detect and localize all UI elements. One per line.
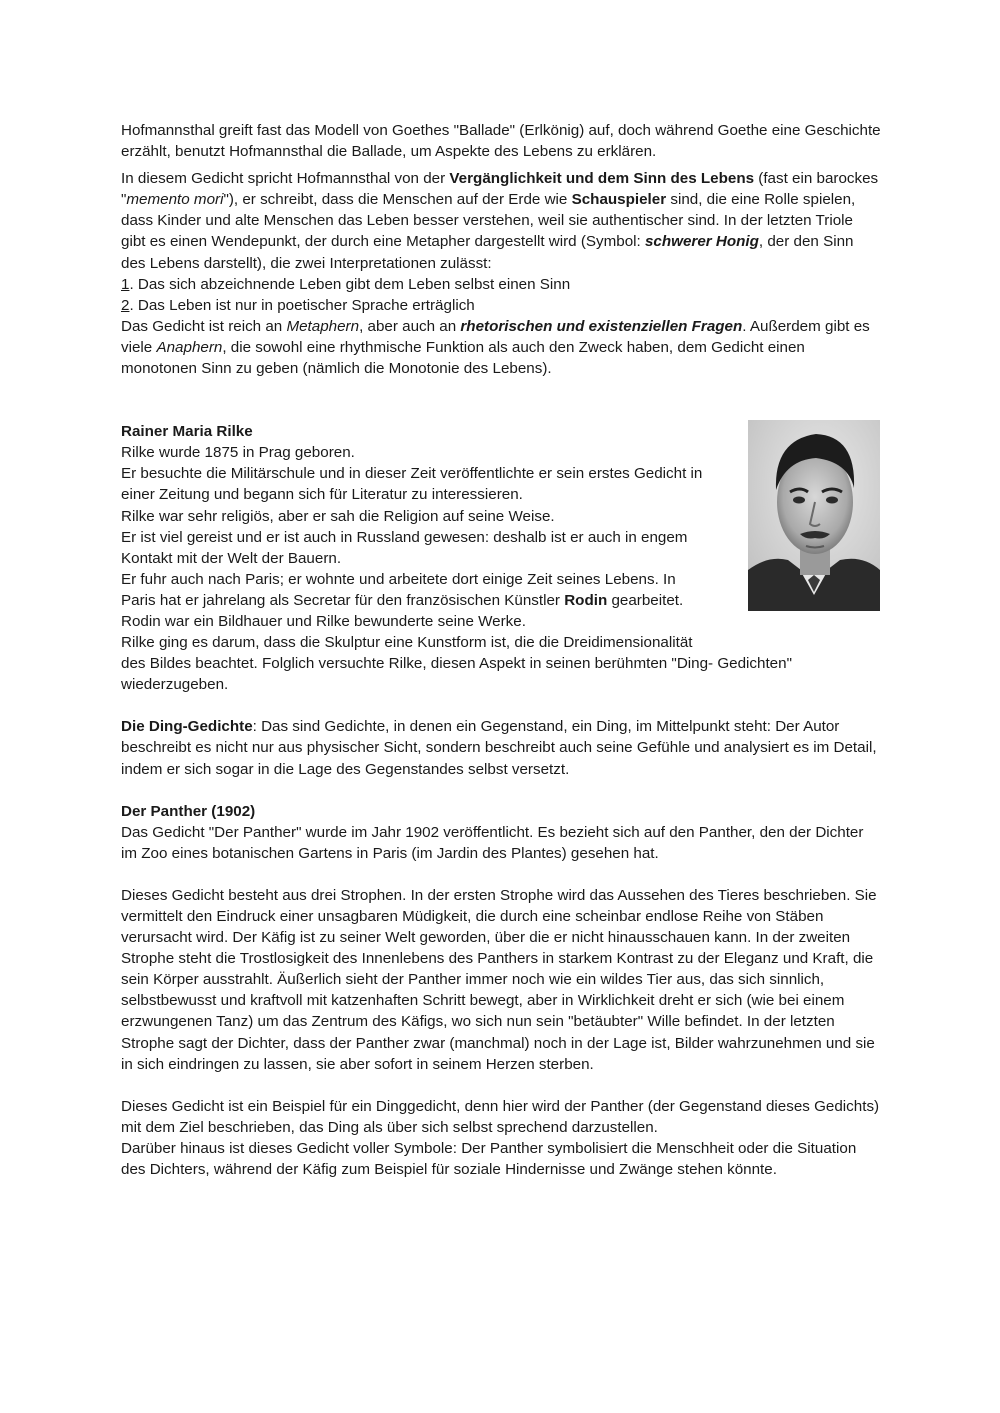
rilke-line: Rilke ging es darum, dass die Skulptur eine Kunstform ist, die die Dreidimensionalität <box>121 634 693 652</box>
ding-gedichte-paragraph: Die Ding-Gedichte: Das sind Gedichte, in denen ein Gegenstand, ein Ding, im Mittelpunkt steht: Der Autor beschreibt es nicht nur aus physischer Sicht, sondern beschreibt auch seine Gefühle und analysiert es im Detail, indem er sich sogar in die Lage des Gegenstandes selbst versetzt. <box>121 718 877 778</box>
rilke-line: Kontakt mit der Welt der Bauern. <box>121 549 342 567</box>
rilke-line: Er besuchte die Militärschule und in dieser Zeit veröffentlichte er sein erstes Gedicht in <box>121 465 703 483</box>
ding-gedichte-heading: Die Ding-Gedichte <box>121 718 253 736</box>
panther-paragraph-2: Dieses Gedicht besteht aus drei Strophen. In der ersten Strophe wird das Aussehen des Tieres beschrieben. Sie vermittelt den Eindruck einer unsagbaren Müdigkeit, die durch eine scheinbar endlose Reihe von Stäben verursacht wird. Der Käfig ist zu seiner Welt geworden, über die er nicht hinausschauen kann. In der zweiten Strophe steht die Trostlosigkeit des Innenlebens des Panthers in starkem Kontrast zu der Eleganz und Kraft, die sein Körper ausstrahlt. Äußerlich sieht der Panther immer noch wie ein wildes Tier aus, das sich sinnlich, selbstbewusst und kraftvoll mit katzenhaften Schritt bewegt, aber in Wirklichkeit dreht er sich (wie bei einem erzwungenen Tanz) um das Zentrum des Käfigs, wo sich nun sein "betäubter" Wille befindet. In der letzten Strophe sagt der Dichter, dass der Panther zwar (manchmal) noch in der Lage ist, Bilder wahrzunehmen und sie in sich eindringen zu lassen, sie aber sofort in seinem Herzen sterben. <box>121 886 877 1073</box>
bold-term-schauspieler: Schauspieler <box>571 191 667 209</box>
italic-term-anaphern: Anaphern <box>156 338 223 356</box>
rilke-portrait-photo <box>748 420 880 611</box>
bold-term-vergaenglichkeit: Vergänglichkeit und dem Sinn des Lebens <box>449 170 755 188</box>
rilke-line: wiederzugeben. <box>121 676 229 694</box>
intro-paragraph-2: In diesem Gedicht spricht Hofmannsthal von der Vergänglichkeit und dem Sinn des Lebens (fast ein barockes "memento mori"), er schreibt, dass die Menschen auf der Erde wie Schauspieler sind, die eine Rolle spielen, dass Kinder und alte Menschen das Leben besser verstehen, weil sie authentischer sind. In der letzten Triole gibt es einen Wendepunkt, der durch eine Metapher dargestellt wird (Symbol: schwerer Honig, der den Sinn des Lebens darstellt), die zwei Interpretationen zulässt: <box>121 170 879 272</box>
panther-paragraph-4: Darüber hinaus ist dieses Gedicht voller Symbole: Der Panther symbolisiert die Menschheit oder die Situation des Dichters, während der Käfig zum Beispiel für soziale Hindernisse und Zwänge stehen könnte. <box>121 1139 857 1179</box>
interpretation-item-2: 2. Das Leben ist nur in poetischer Sprache erträglich <box>121 296 475 314</box>
panther-paragraph-3: Dieses Gedicht ist ein Beispiel für ein Dinggedicht, denn hier wird der Panther (der Gegenstand dieses Gedichts) mit dem Ziel beschrieben, das Ding als über sich selbst sprechend darzustellen. <box>121 1097 880 1136</box>
bold-italic-term-fragen: rhetorischen und existenziellen Fragen <box>460 317 743 335</box>
rilke-heading: Rainer Maria Rilke <box>121 423 253 441</box>
rilke-line: Rilke war sehr religiös, aber er sah die Religion auf seine Weise. <box>121 507 555 525</box>
intro-paragraph-3: Das Gedicht ist reich an Metaphern, aber auch an rhetorischen und existenziellen Fragen. Außerdem gibt es viele Anaphern, die sowohl eine rhythmische Funktion als auch den Zweck haben, dem Gedicht einen monotonen Sinn zu geben (nämlich die Monotonie des Lebens). <box>121 317 870 378</box>
italic-term-metaphern: Metaphern <box>286 317 360 335</box>
rilke-line: des Bildes beachtet. Folglich versuchte Rilke, diesen Aspekt in seinen berühmten "Ding- Gedichten" <box>121 655 792 673</box>
rilke-line: Paris hat er jahrelang als Secretar für den französischen Künstler Rodin gearbeitet. <box>121 591 684 609</box>
italic-term-memento-mori: memento mori <box>126 191 224 209</box>
bold-italic-term-honig: schwerer Honig <box>644 233 759 251</box>
rilke-line: Er ist viel gereist und er ist auch in Russland gewesen: deshalb ist er auch in engem <box>121 528 688 546</box>
rilke-line: Rodin war ein Bildhauer und Rilke bewunderte seine Werke. <box>121 612 526 630</box>
rilke-line: einer Zeitung und begann sich für Literatur zu interessieren. <box>121 486 523 504</box>
document-page <box>121 120 881 1180</box>
interpretation-item-1: 1. Das sich abzeichnende Leben gibt dem Leben selbst einen Sinn <box>121 275 571 293</box>
rilke-line: Er fuhr auch nach Paris; er wohnte und arbeitete dort einige Zeit seines Lebens. In <box>121 570 676 588</box>
panther-heading: Der Panther (1902) <box>121 802 256 820</box>
panther-paragraph-1: Das Gedicht "Der Panther" wurde im Jahr 1902 veröffentlicht. Es bezieht sich auf den Panther, den der Dichter im Zoo eines botanischen Gartens in Paris (im Jardin des Plantes) gesehen hat. <box>121 823 864 862</box>
intro-paragraph-1: Hofmannsthal greift fast das Modell von Goethes "Ballade" (Erlkönig) auf, doch während Goethe eine Geschichte erzählt, benutzt Hofmannsthal die Ballade, um Aspekte des Lebens zu erklären. <box>121 122 881 161</box>
rilke-line: Rilke wurde 1875 in Prag geboren. <box>121 444 355 462</box>
bold-term-rodin: Rodin <box>564 591 608 609</box>
